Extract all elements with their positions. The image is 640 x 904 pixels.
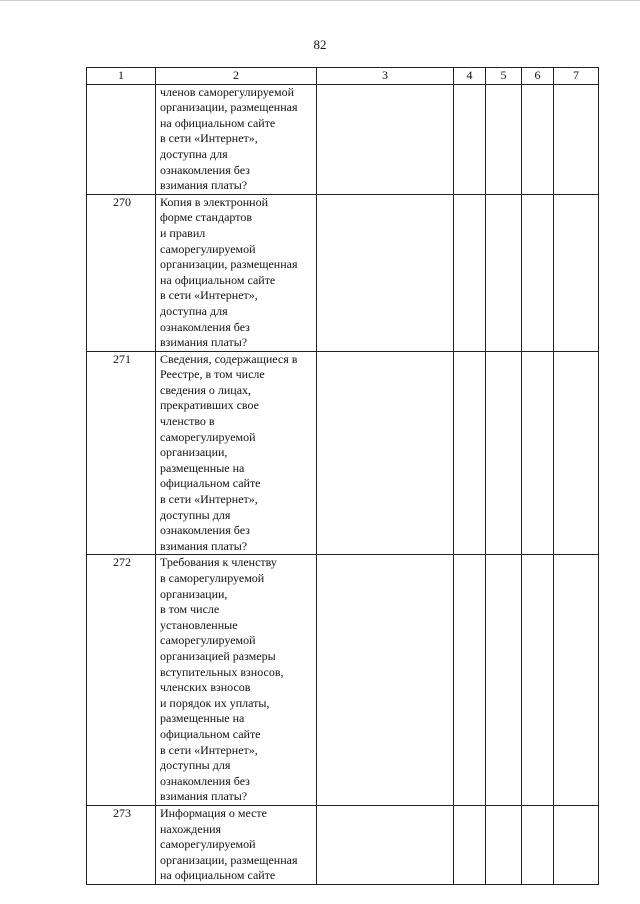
question-line: членство в [160, 414, 215, 429]
question-line: членов саморегулируемой [160, 84, 294, 99]
question-line: официальном сайте [160, 476, 261, 491]
question-line: ознакомления без [160, 773, 250, 788]
scan-top-edge [0, 0, 640, 1]
table-row [87, 555, 599, 806]
table-row [87, 84, 599, 194]
table-row [87, 805, 599, 884]
question-line: в сети «Интернет», [160, 742, 258, 757]
question-text [156, 351, 317, 555]
answer-cell-col-3[interactable] [317, 84, 454, 194]
answer-cell-col-7[interactable] [554, 555, 599, 806]
question-line: ознакомления без [160, 319, 250, 334]
header-col-3: 3 [317, 68, 454, 85]
answer-cell-col-4[interactable] [454, 84, 486, 194]
question-line: размещенные на [160, 460, 245, 475]
header-col-6: 6 [522, 68, 554, 85]
question-line: организацией размеры [160, 648, 276, 663]
row-number: 270 [87, 194, 156, 351]
answer-cell-col-7[interactable] [554, 194, 599, 351]
answer-cell-col-3[interactable] [317, 555, 454, 806]
question-line: организации, размещенная [160, 257, 298, 272]
question-line: членских взносов [160, 680, 251, 695]
question-line: официальном сайте [160, 726, 261, 741]
question-line: саморегулируемой [160, 241, 256, 256]
answer-cell-col-4[interactable] [454, 805, 486, 884]
question-line: взимания платы? [160, 538, 248, 553]
question-text [156, 805, 317, 884]
question-line: ознакомления без [160, 162, 250, 177]
answer-cell-col-6[interactable] [522, 84, 554, 194]
row-number: 272 [87, 555, 156, 806]
answer-cell-col-3[interactable] [317, 351, 454, 555]
question-line: взимания платы? [160, 178, 248, 193]
question-line: в саморегулируемой [160, 571, 265, 585]
question-line: прекративших свое [160, 398, 259, 413]
checklist-table [86, 67, 599, 885]
answer-cell-col-3[interactable] [317, 805, 454, 884]
answer-cell-col-4[interactable] [454, 351, 486, 555]
question-line: и правил [160, 225, 206, 240]
header-col-2: 2 [156, 68, 317, 85]
answer-cell-col-6[interactable] [522, 351, 554, 555]
question-line: на официальном сайте [160, 115, 276, 130]
question-line: саморегулируемой [160, 633, 256, 648]
row-number [87, 84, 156, 194]
answer-cell-col-5[interactable] [486, 555, 522, 806]
header-col-7: 7 [554, 68, 599, 85]
page-number: 82 [313, 37, 327, 52]
header-col-5: 5 [486, 68, 522, 85]
question-line: доступна для [160, 303, 228, 318]
question-line: организации, размещенная [160, 852, 298, 867]
question-line: доступны для [160, 758, 231, 773]
answer-cell-col-6[interactable] [522, 555, 554, 806]
question-line: организации, размещенная [160, 100, 298, 115]
question-line: и порядок их уплаты, [160, 695, 270, 710]
table-row [87, 351, 599, 555]
question-line: Сведения, содержащиеся в [160, 351, 298, 366]
answer-cell-col-6[interactable] [522, 805, 554, 884]
question-line: на официальном сайте [160, 868, 276, 883]
answer-cell-col-3[interactable] [317, 194, 454, 351]
question-line: взимания платы? [160, 335, 248, 350]
question-line: Реестре, в том числе [160, 367, 265, 382]
table-header-row [87, 68, 599, 85]
table-body [87, 84, 599, 884]
question-line: саморегулируемой [160, 429, 256, 444]
question-line: в сети «Интернет», [160, 288, 258, 303]
table-row [87, 194, 599, 351]
question-line: организации, [160, 586, 228, 601]
answer-cell-col-5[interactable] [486, 194, 522, 351]
question-line: размещенные на [160, 711, 245, 726]
question-line: организации, [160, 445, 228, 460]
answer-cell-col-7[interactable] [554, 351, 599, 555]
answer-cell-col-4[interactable] [454, 555, 486, 806]
answer-cell-col-4[interactable] [454, 194, 486, 351]
question-text [156, 194, 317, 351]
question-line: доступна для [160, 146, 228, 161]
question-text [156, 555, 317, 806]
question-line: сведения о лицах, [160, 382, 252, 397]
question-line: в сети «Интернет», [160, 131, 258, 146]
question-line: форме стандартов [160, 210, 253, 225]
row-number: 271 [87, 351, 156, 555]
row-number: 273 [87, 805, 156, 884]
question-line: вступительных взносов, [160, 664, 284, 679]
header-col-1: 1 [87, 68, 156, 85]
question-line: в том числе [160, 602, 220, 617]
answer-cell-col-6[interactable] [522, 194, 554, 351]
header-col-4: 4 [454, 68, 486, 85]
question-line: Информация о месте [160, 805, 267, 820]
answer-cell-col-5[interactable] [486, 805, 522, 884]
question-line: в сети «Интернет», [160, 492, 258, 507]
question-line: взимания платы? [160, 789, 248, 804]
question-line: Требования к членству [160, 555, 277, 570]
question-line: ознакомления без [160, 523, 250, 538]
question-line: на официальном сайте [160, 272, 276, 287]
answer-cell-col-5[interactable] [486, 351, 522, 555]
question-line: Копия в электронной [160, 194, 269, 209]
question-text [156, 84, 317, 194]
question-line: саморегулируемой [160, 837, 256, 852]
question-line: установленные [160, 617, 238, 632]
answer-cell-col-5[interactable] [486, 84, 522, 194]
question-line: нахождения [160, 821, 222, 836]
question-line: доступны для [160, 507, 231, 522]
answer-cell-col-7[interactable] [554, 84, 599, 194]
answer-cell-col-7[interactable] [554, 805, 599, 884]
